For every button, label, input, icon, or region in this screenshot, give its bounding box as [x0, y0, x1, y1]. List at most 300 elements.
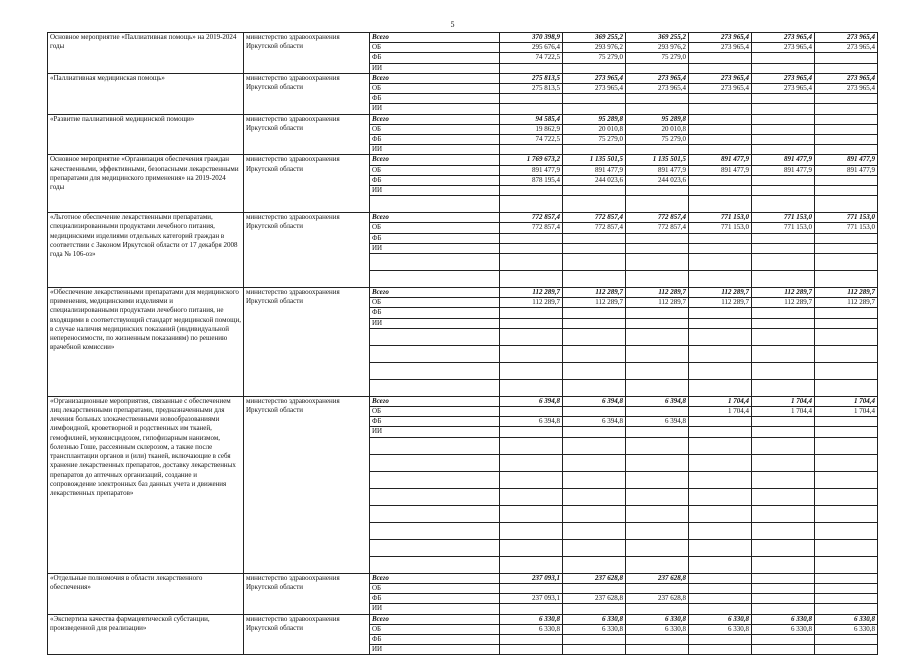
value-cell [626, 407, 689, 417]
empty-cell [563, 556, 626, 573]
empty-cell [370, 271, 500, 288]
value-cell: 891 477,9 [500, 165, 563, 175]
value-cell [752, 604, 815, 614]
value-cell [752, 243, 815, 253]
value-cell: 273 965,4 [563, 84, 626, 94]
value-cell: 74 722,5 [500, 53, 563, 63]
value-cell [752, 645, 815, 655]
value-cell [815, 233, 878, 243]
empty-cell [563, 539, 626, 556]
value-cell [626, 63, 689, 73]
empty-cell [815, 539, 878, 556]
empty-cell [815, 505, 878, 522]
value-cell: 6 394,8 [563, 417, 626, 427]
value-cell: 771 153,0 [752, 213, 815, 223]
value-cell [689, 104, 752, 114]
empty-cell [370, 379, 500, 396]
measure-name-cell: «Отдельные полномочия в области лекарственного обеспечения» [48, 573, 244, 614]
empty-cell [370, 488, 500, 505]
value-cell [752, 135, 815, 145]
value-cell: 273 965,4 [815, 33, 878, 43]
value-cell [689, 604, 752, 614]
value-cell [626, 233, 689, 243]
value-cell: 237 628,8 [563, 573, 626, 583]
empty-cell [752, 505, 815, 522]
empty-cell [752, 362, 815, 379]
empty-cell [815, 556, 878, 573]
value-cell [689, 63, 752, 73]
value-cell [815, 583, 878, 593]
value-cell: 6 330,8 [500, 624, 563, 634]
empty-cell [370, 522, 500, 539]
value-cell [500, 104, 563, 114]
empty-cell [563, 254, 626, 271]
value-cell: 273 965,4 [752, 73, 815, 83]
value-cell [500, 318, 563, 328]
empty-cell [752, 488, 815, 505]
value-cell [689, 583, 752, 593]
empty-cell [815, 345, 878, 362]
value-cell: 244 023,6 [563, 175, 626, 185]
value-cell: 237 093,1 [500, 573, 563, 583]
empty-cell [752, 328, 815, 345]
value-cell [752, 417, 815, 427]
responsible-cell: министерство здравоохранения Иркутской области [244, 114, 370, 155]
empty-cell [815, 328, 878, 345]
empty-cell [563, 345, 626, 362]
value-cell: 273 965,4 [689, 84, 752, 94]
value-cell: 273 965,4 [563, 73, 626, 83]
funding-source-cell: ИИ [370, 427, 500, 437]
empty-cell [689, 556, 752, 573]
empty-cell [626, 379, 689, 396]
value-cell: 112 289,7 [626, 288, 689, 298]
value-cell: 6 330,8 [815, 614, 878, 624]
empty-cell [815, 437, 878, 454]
table-row [48, 155, 878, 165]
value-cell [815, 135, 878, 145]
page-number: 5 [450, 20, 455, 29]
empty-cell [500, 556, 563, 573]
empty-cell [689, 379, 752, 396]
value-cell [689, 243, 752, 253]
measure-name-cell: Основное мероприятие «Организация обеспечения граждан качественными, эффективными, безопасными лекарственными препаратами для медицинского применения» на 2019-2024 годы [48, 155, 244, 213]
value-cell: 1 704,4 [815, 396, 878, 406]
value-cell [563, 243, 626, 253]
empty-cell [626, 328, 689, 345]
table-row [48, 614, 878, 624]
value-cell [626, 243, 689, 253]
value-cell [689, 318, 752, 328]
responsible-cell: министерство здравоохранения Иркутской области [244, 573, 370, 614]
value-cell: 112 289,7 [752, 298, 815, 308]
empty-cell [626, 471, 689, 488]
value-cell [689, 233, 752, 243]
empty-cell [563, 328, 626, 345]
table-row [48, 573, 878, 583]
funding-source-cell: ИИ [370, 645, 500, 655]
value-cell [563, 104, 626, 114]
empty-cell [815, 271, 878, 288]
empty-cell [689, 362, 752, 379]
empty-cell [370, 471, 500, 488]
table-row [48, 114, 878, 124]
value-cell [500, 63, 563, 73]
value-cell: 112 289,7 [689, 288, 752, 298]
value-cell [752, 175, 815, 185]
value-cell [500, 145, 563, 155]
value-cell [752, 94, 815, 104]
value-cell [815, 645, 878, 655]
value-cell: 772 857,4 [500, 213, 563, 223]
value-cell: 772 857,4 [626, 223, 689, 233]
value-cell: 1 135 501,5 [563, 155, 626, 165]
empty-cell [815, 488, 878, 505]
value-cell: 771 153,0 [815, 213, 878, 223]
value-cell: 273 965,4 [752, 43, 815, 53]
value-cell [500, 308, 563, 318]
value-cell [500, 427, 563, 437]
value-cell [689, 308, 752, 318]
value-cell [626, 427, 689, 437]
value-cell: 6 330,8 [626, 614, 689, 624]
empty-cell [370, 345, 500, 362]
value-cell: 6 330,8 [500, 614, 563, 624]
empty-cell [626, 556, 689, 573]
value-cell [689, 645, 752, 655]
value-cell: 244 023,6 [626, 175, 689, 185]
funding-source-cell: Всего [370, 396, 500, 406]
budget-table-body [48, 33, 878, 655]
empty-cell [563, 379, 626, 396]
funding-source-cell: ФБ [370, 135, 500, 145]
measure-name-cell: Основное мероприятие «Паллиативная помощь» на 2019-2024 годы [48, 33, 244, 74]
value-cell: 891 477,9 [815, 165, 878, 175]
table-row [48, 213, 878, 223]
value-cell [500, 645, 563, 655]
value-cell [752, 318, 815, 328]
empty-cell [563, 488, 626, 505]
value-cell: 1 704,4 [689, 407, 752, 417]
value-cell [500, 407, 563, 417]
empty-cell [689, 437, 752, 454]
value-cell: 369 255,2 [626, 33, 689, 43]
value-cell [500, 233, 563, 243]
value-cell [689, 594, 752, 604]
value-cell [752, 573, 815, 583]
value-cell: 19 862,9 [500, 124, 563, 134]
empty-cell [563, 522, 626, 539]
empty-cell [563, 362, 626, 379]
empty-cell [752, 196, 815, 213]
value-cell: 6 394,8 [500, 396, 563, 406]
responsible-cell: министерство здравоохранения Иркутской области [244, 155, 370, 213]
value-cell [752, 594, 815, 604]
value-cell: 112 289,7 [563, 298, 626, 308]
value-cell [752, 233, 815, 243]
value-cell [689, 135, 752, 145]
empty-cell [689, 328, 752, 345]
value-cell [626, 308, 689, 318]
empty-cell [500, 454, 563, 471]
value-cell [689, 114, 752, 124]
empty-cell [689, 539, 752, 556]
value-cell: 891 477,9 [689, 155, 752, 165]
value-cell [563, 583, 626, 593]
value-cell [626, 604, 689, 614]
value-cell: 1 704,4 [815, 407, 878, 417]
funding-source-cell: ОБ [370, 407, 500, 417]
empty-cell [626, 505, 689, 522]
empty-cell [626, 522, 689, 539]
value-cell: 75 279,0 [563, 135, 626, 145]
value-cell: 273 965,4 [689, 43, 752, 53]
empty-cell [752, 454, 815, 471]
value-cell [626, 104, 689, 114]
empty-cell [500, 328, 563, 345]
empty-cell [815, 471, 878, 488]
value-cell: 772 857,4 [500, 223, 563, 233]
value-cell: 1 769 673,2 [500, 155, 563, 165]
responsible-cell: министерство здравоохранения Иркутской области [244, 396, 370, 573]
value-cell: 273 965,4 [626, 73, 689, 83]
empty-cell [500, 196, 563, 213]
value-cell: 771 153,0 [689, 213, 752, 223]
value-cell [626, 94, 689, 104]
funding-source-cell: ИИ [370, 145, 500, 155]
empty-cell [626, 454, 689, 471]
value-cell [752, 114, 815, 124]
empty-cell [626, 437, 689, 454]
value-cell [815, 175, 878, 185]
table-row [48, 288, 878, 298]
value-cell: 112 289,7 [689, 298, 752, 308]
value-cell: 112 289,7 [500, 298, 563, 308]
value-cell [752, 145, 815, 155]
empty-cell [626, 271, 689, 288]
empty-cell [500, 539, 563, 556]
value-cell [752, 583, 815, 593]
value-cell: 891 477,9 [563, 165, 626, 175]
value-cell [815, 63, 878, 73]
empty-cell [689, 345, 752, 362]
value-cell: 6 330,8 [626, 624, 689, 634]
value-cell: 6 330,8 [689, 614, 752, 624]
value-cell [752, 53, 815, 63]
empty-cell [500, 379, 563, 396]
funding-source-cell: ФБ [370, 94, 500, 104]
empty-cell [752, 254, 815, 271]
table-row [48, 396, 878, 406]
value-cell: 95 289,8 [563, 114, 626, 124]
value-cell: 1 135 501,5 [626, 155, 689, 165]
value-cell: 237 093,1 [500, 594, 563, 604]
empty-cell [370, 539, 500, 556]
value-cell: 293 976,2 [626, 43, 689, 53]
empty-cell [563, 471, 626, 488]
value-cell: 772 857,4 [563, 223, 626, 233]
empty-cell [563, 454, 626, 471]
empty-cell [626, 488, 689, 505]
empty-cell [689, 471, 752, 488]
value-cell [752, 124, 815, 134]
value-cell: 6 394,8 [563, 396, 626, 406]
value-cell [500, 186, 563, 196]
value-cell: 369 255,2 [563, 33, 626, 43]
value-cell: 6 394,8 [500, 417, 563, 427]
value-cell: 771 153,0 [689, 223, 752, 233]
value-cell: 112 289,7 [815, 288, 878, 298]
funding-source-cell: ИИ [370, 318, 500, 328]
funding-source-cell: ФБ [370, 53, 500, 63]
responsible-cell: министерство здравоохранения Иркутской области [244, 33, 370, 74]
empty-cell [752, 539, 815, 556]
empty-cell [815, 454, 878, 471]
value-cell [563, 94, 626, 104]
value-cell: 295 676,4 [500, 43, 563, 53]
empty-cell [370, 505, 500, 522]
value-cell: 273 965,4 [752, 84, 815, 94]
value-cell: 370 398,9 [500, 33, 563, 43]
empty-cell [689, 505, 752, 522]
empty-cell [500, 505, 563, 522]
value-cell [626, 186, 689, 196]
value-cell [815, 417, 878, 427]
empty-cell [689, 254, 752, 271]
empty-cell [815, 254, 878, 271]
value-cell [626, 318, 689, 328]
empty-cell [752, 379, 815, 396]
value-cell: 891 477,9 [752, 155, 815, 165]
table-row [48, 73, 878, 83]
value-cell: 771 153,0 [752, 223, 815, 233]
funding-source-cell: Всего [370, 33, 500, 43]
value-cell: 275 813,5 [500, 84, 563, 94]
value-cell: 75 279,0 [626, 53, 689, 63]
responsible-cell: министерство здравоохранения Иркутской области [244, 213, 370, 288]
value-cell [563, 427, 626, 437]
empty-cell [689, 522, 752, 539]
funding-source-cell: ИИ [370, 104, 500, 114]
value-cell [626, 145, 689, 155]
value-cell: 237 628,8 [626, 573, 689, 583]
funding-source-cell: ФБ [370, 417, 500, 427]
empty-cell [370, 437, 500, 454]
empty-cell [752, 437, 815, 454]
funding-source-cell: ИИ [370, 243, 500, 253]
measure-name-cell: «Организационные мероприятия, связанные с обеспечением лиц лекарственными препаратами, предназначенными для лечения больных злокачественными новообразованиями лимфоидной, кроветворной и родственных им тканей, гемофилией, муковисцидозом, гипофизарным нанизмом, болезнью Гоше, рассеянным склерозом, а также после трансплантации органов и (или) тканей, включающие в себя хранение лекарственных препаратов, доставку лекарственных препаратов до аптечных организаций, создание и сопровождение электронных баз данных учета и движения лекарственных препаратов» [48, 396, 244, 573]
value-cell [689, 145, 752, 155]
funding-source-cell: ФБ [370, 594, 500, 604]
value-cell [563, 145, 626, 155]
value-cell: 891 477,9 [626, 165, 689, 175]
value-cell [626, 645, 689, 655]
value-cell: 112 289,7 [626, 298, 689, 308]
value-cell: 6 394,8 [626, 417, 689, 427]
value-cell [500, 583, 563, 593]
value-cell: 112 289,7 [752, 288, 815, 298]
funding-source-cell: ФБ [370, 634, 500, 644]
value-cell [815, 124, 878, 134]
value-cell: 1 704,4 [752, 396, 815, 406]
funding-source-cell: ФБ [370, 308, 500, 318]
value-cell [815, 594, 878, 604]
measure-name-cell: «Обеспечение лекарственными препаратами для медицинского применения, медицинскими изделиями и специализированными продуктами лечебного питания, не входящими в соответствующий стандарт медицинской помощи, в случае наличия медицинских показаний (индивидуальной непереносимости, по жизненным показаниям) по решению врачебной комиссии» [48, 288, 244, 397]
measure-name-cell: «Паллиативная медицинская помощь» [48, 73, 244, 114]
responsible-cell: министерство здравоохранения Иркутской области [244, 288, 370, 397]
value-cell: 1 704,4 [689, 396, 752, 406]
value-cell [752, 104, 815, 114]
funding-source-cell: Всего [370, 614, 500, 624]
empty-cell [626, 362, 689, 379]
value-cell [815, 145, 878, 155]
funding-source-cell: Всего [370, 288, 500, 298]
value-cell: 891 477,9 [815, 155, 878, 165]
value-cell: 273 965,4 [689, 33, 752, 43]
value-cell [815, 104, 878, 114]
value-cell: 273 965,4 [689, 73, 752, 83]
empty-cell [689, 454, 752, 471]
value-cell [752, 427, 815, 437]
funding-source-cell: ИИ [370, 63, 500, 73]
empty-cell [752, 271, 815, 288]
funding-source-cell: ОБ [370, 583, 500, 593]
empty-cell [500, 362, 563, 379]
empty-cell [626, 345, 689, 362]
value-cell [815, 318, 878, 328]
value-cell [563, 645, 626, 655]
empty-cell [370, 196, 500, 213]
value-cell [689, 573, 752, 583]
value-cell [815, 427, 878, 437]
value-cell: 20 010,8 [626, 124, 689, 134]
value-cell: 74 722,5 [500, 135, 563, 145]
empty-cell [370, 254, 500, 271]
value-cell [689, 124, 752, 134]
value-cell [689, 186, 752, 196]
empty-cell [563, 437, 626, 454]
value-cell: 75 279,0 [563, 53, 626, 63]
value-cell: 772 857,4 [563, 213, 626, 223]
value-cell: 237 628,8 [626, 594, 689, 604]
table-row [48, 33, 878, 43]
budget-table [47, 32, 878, 655]
funding-source-cell: ИИ [370, 604, 500, 614]
empty-cell [370, 454, 500, 471]
empty-cell [370, 328, 500, 345]
empty-cell [500, 471, 563, 488]
responsible-cell: министерство здравоохранения Иркутской области [244, 614, 370, 655]
value-cell: 112 289,7 [815, 298, 878, 308]
value-cell: 891 477,9 [689, 165, 752, 175]
empty-cell [626, 539, 689, 556]
value-cell: 771 153,0 [815, 223, 878, 233]
value-cell [689, 53, 752, 63]
value-cell: 891 477,9 [752, 165, 815, 175]
empty-cell [563, 196, 626, 213]
value-cell: 275 813,5 [500, 73, 563, 83]
funding-source-cell: ОБ [370, 298, 500, 308]
empty-cell [500, 345, 563, 362]
funding-source-cell: ОБ [370, 84, 500, 94]
value-cell [815, 243, 878, 253]
funding-source-cell: ИИ [370, 186, 500, 196]
empty-cell [370, 556, 500, 573]
value-cell [689, 427, 752, 437]
empty-cell [626, 196, 689, 213]
empty-cell [752, 522, 815, 539]
empty-cell [689, 196, 752, 213]
